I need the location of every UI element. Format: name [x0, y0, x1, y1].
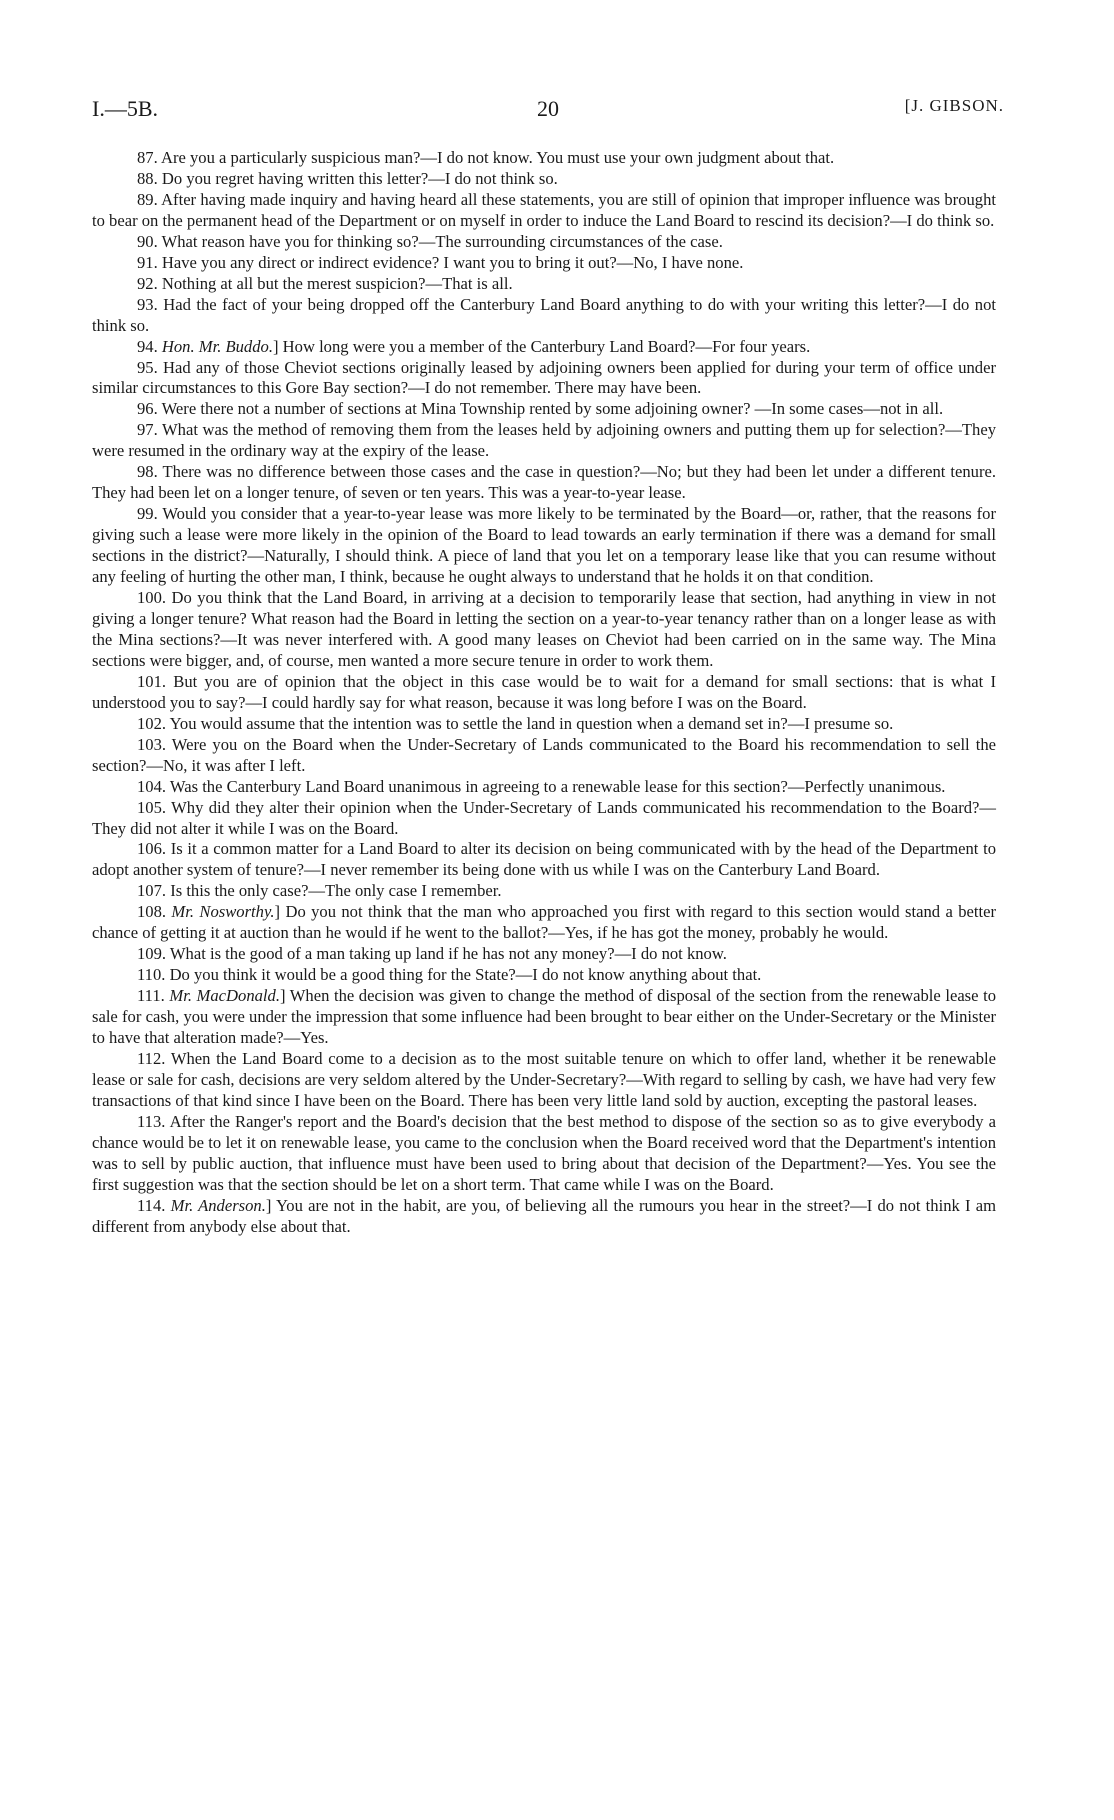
paragraph-text: 104. Was the Canterbury Land Board unanimous in agreeing to a renewable lease for this section?—Perfectly unanimous.	[137, 776, 946, 796]
question-paragraph	[92, 337, 996, 358]
page-number: 20	[537, 96, 559, 121]
paragraph-text: 99. Would you consider that a year-to-year lease was more likely to be terminated by the Board—or, rather, that the reasons for giving such a lease were more likely in the opinion of the Board to lead towards an early termination if there was a demand for small sections in the district?—Naturally, I should think. A piece of land that you let on a temporary lease like that you can resume without any feeling of hurting the other man, I think, because he ought always to understand that he holds it on that condition.	[92, 504, 996, 587]
paragraph-text: ] You are not in the habit, are you, of believing all the rumours you hear in the street?—I do not think I am different from anybody else about that.	[92, 1195, 996, 1236]
speaker-name: Mr. Anderson.	[170, 1195, 266, 1215]
page-header	[92, 96, 1004, 126]
paragraph-text: ] How long were you a member of the Canterbury Land Board?—For four years.	[272, 336, 811, 356]
paragraph-text: 102. You would assume that the intention was to settle the land in question when a demand set in?—I presume so.	[137, 713, 894, 733]
paragraph-text: 100. Do you think that the Land Board, in arriving at a decision to temporarily lease that section, had anything in view in not giving a longer tenure? What reason had the Board in letting the section on a year-to-year tenancy rather than on a longer lease as with the Mina sections?—It was never interfered with. A good many leases on Cheviot had been carried on in the same way. The Mina sections were bigger, and, of course, men wanted a more secure tenure in order to work them.	[92, 588, 996, 670]
question-paragraph	[92, 588, 996, 672]
question-paragraph	[92, 148, 996, 169]
question-paragraph	[92, 420, 996, 462]
speaker-name: Mr. Nosworthy.	[171, 902, 275, 922]
question-paragraph	[92, 735, 996, 777]
paragraph-text: 91. Have you any direct or indirect evidence? I want you to bring it out?—No, I have none.	[137, 252, 744, 272]
paragraph-text: 112. When the Land Board come to a decision as to the most suitable tenure on which to offer land, whether it be renewable lease or sale for cash, decisions are very seldom altered by the Under-Secretary?—With regard to selling by cash, we have had very few transactions of that kind since I have been on the Board. There has been very little land sold by auction, excepting the pastoral leases.	[92, 1048, 996, 1110]
question-paragraph	[92, 295, 996, 337]
question-paragraph	[92, 253, 996, 274]
question-paragraph	[92, 965, 996, 986]
question-paragraph	[92, 714, 996, 735]
paragraph-text: 109. What is the good of a man taking up land if he has not any money?—I do not know.	[137, 944, 727, 964]
question-paragraph	[92, 169, 996, 190]
paragraph-text: 96. Were there not a number of sections at Mina Township rented by some adjoining owner? —In some cases—not in all.	[137, 399, 944, 419]
document-body	[92, 148, 996, 1238]
question-paragraph	[92, 1112, 996, 1196]
paragraph-text: 113. After the Ranger's report and the Board's decision that the best method to dispose of the section so as to give everybody a chance would be to let it on renewable lease, you came to the conclusion when the Board received word that the Department's intention was to sell by public auction, that influence must have been used to bring about that decision of the Department?—Yes. You see the first suggestion was that the section should be let on a short term. That came while I was on the Board.	[92, 1111, 996, 1194]
question-number: 111.	[137, 986, 170, 1006]
speaker-name: Hon. Mr. Buddo.	[161, 336, 273, 356]
speaker-name: Mr. MacDonald.	[169, 986, 280, 1006]
question-paragraph	[92, 1049, 996, 1112]
paragraph-text: 93. Had the fact of your being dropped off the Canterbury Land Board anything to do with your writing this letter?—I do not think so.	[92, 294, 996, 335]
paragraph-text: 98. There was no difference between those cases and the case in question?—No; but they had been let under a different tenure. They had been let on a longer tenure, of seven or ten years. This was a year-to-year lease.	[92, 462, 996, 503]
paragraph-text: 101. But you are of opinion that the object in this case would be to wait for a demand for small sections: that is what I understood you to say?—I could hardly say for what reason, because it was long before I was on the Board.	[92, 671, 996, 712]
question-paragraph	[92, 798, 996, 840]
question-paragraph	[92, 190, 996, 232]
question-paragraph	[92, 839, 996, 881]
question-paragraph	[92, 986, 996, 1049]
question-number: 108.	[137, 902, 172, 922]
paragraph-text: 89. After having made inquiry and having heard all these statements, you are still of opinion that improper influence was brought to bear on the permanent head of the Department or on myself in order to induce the Land Board to rescind its decision?—I do think so.	[92, 189, 996, 230]
question-number: 114.	[137, 1195, 171, 1215]
paragraph-text: 90. What reason have you for thinking so?—The surrounding circumstances of the case.	[137, 231, 723, 251]
question-paragraph	[92, 777, 996, 798]
question-paragraph	[92, 672, 996, 714]
question-paragraph	[92, 504, 996, 588]
question-paragraph	[92, 881, 996, 902]
question-number: 94.	[137, 336, 162, 356]
paragraph-text: ] Do you not think that the man who approached you first with regard to this section would stand a better chance of getting it at auction than he would if he went to the ballot?—Yes, if he has got the money, probably he would.	[92, 902, 996, 943]
question-paragraph	[92, 462, 996, 504]
paragraph-text: 88. Do you regret having written this letter?—I do not think so.	[137, 168, 558, 188]
question-paragraph	[92, 944, 996, 965]
paragraph-text: 87. Are you a particularly suspicious man?—I do not know. You must use your own judgment about that.	[137, 148, 835, 167]
question-paragraph	[92, 1196, 996, 1238]
paragraph-text: ] When the decision was given to change the method of disposal of the section from the renewable lease to sale for cash, you were under the impression that some influence had been brought to bear either on the Under-Secretary or the Minister to have that alteration made?—Yes.	[92, 986, 996, 1048]
question-paragraph	[92, 399, 996, 420]
paragraph-text: 105. Why did they alter their opinion when the Under-Secretary of Lands communicated his recommendation to the Board?—They did not alter it while I was on the Board.	[92, 797, 996, 838]
witness-name: [J. GIBSON.	[904, 96, 1004, 115]
paragraph-text: 97. What was the method of removing them from the leases held by adjoining owners and putting them up for selection?—They were resumed in the ordinary way at the expiry of the lease.	[92, 420, 996, 461]
question-paragraph	[92, 902, 996, 944]
paragraph-text: 95. Had any of those Cheviot sections originally leased by adjoining owners been applied for during your term of office under similar circumstances to this Gore Bay section?—I do not remember. There may have been.	[92, 357, 996, 398]
paragraph-text: 106. Is it a common matter for a Land Board to alter its decision on being communicated with by the head of the Department to adopt another system of tenure?—I never remember its being done with us while I was on the Canterbury Land Board.	[92, 839, 996, 880]
paragraph-text: 107. Is this the only case?—The only case I remember.	[137, 881, 502, 901]
question-paragraph	[92, 232, 996, 253]
paragraph-text: 103. Were you on the Board when the Under-Secretary of Lands communicated to the Board his recommendation to sell the section?—No, it was after I left.	[92, 734, 996, 775]
question-paragraph	[92, 274, 996, 295]
document-reference: I.—5B.	[92, 96, 158, 121]
paragraph-text: 92. Nothing at all but the merest suspicion?—That is all.	[137, 273, 513, 293]
question-paragraph	[92, 358, 996, 400]
paragraph-text: 110. Do you think it would be a good thing for the State?—I do not know anything about that.	[137, 965, 762, 985]
